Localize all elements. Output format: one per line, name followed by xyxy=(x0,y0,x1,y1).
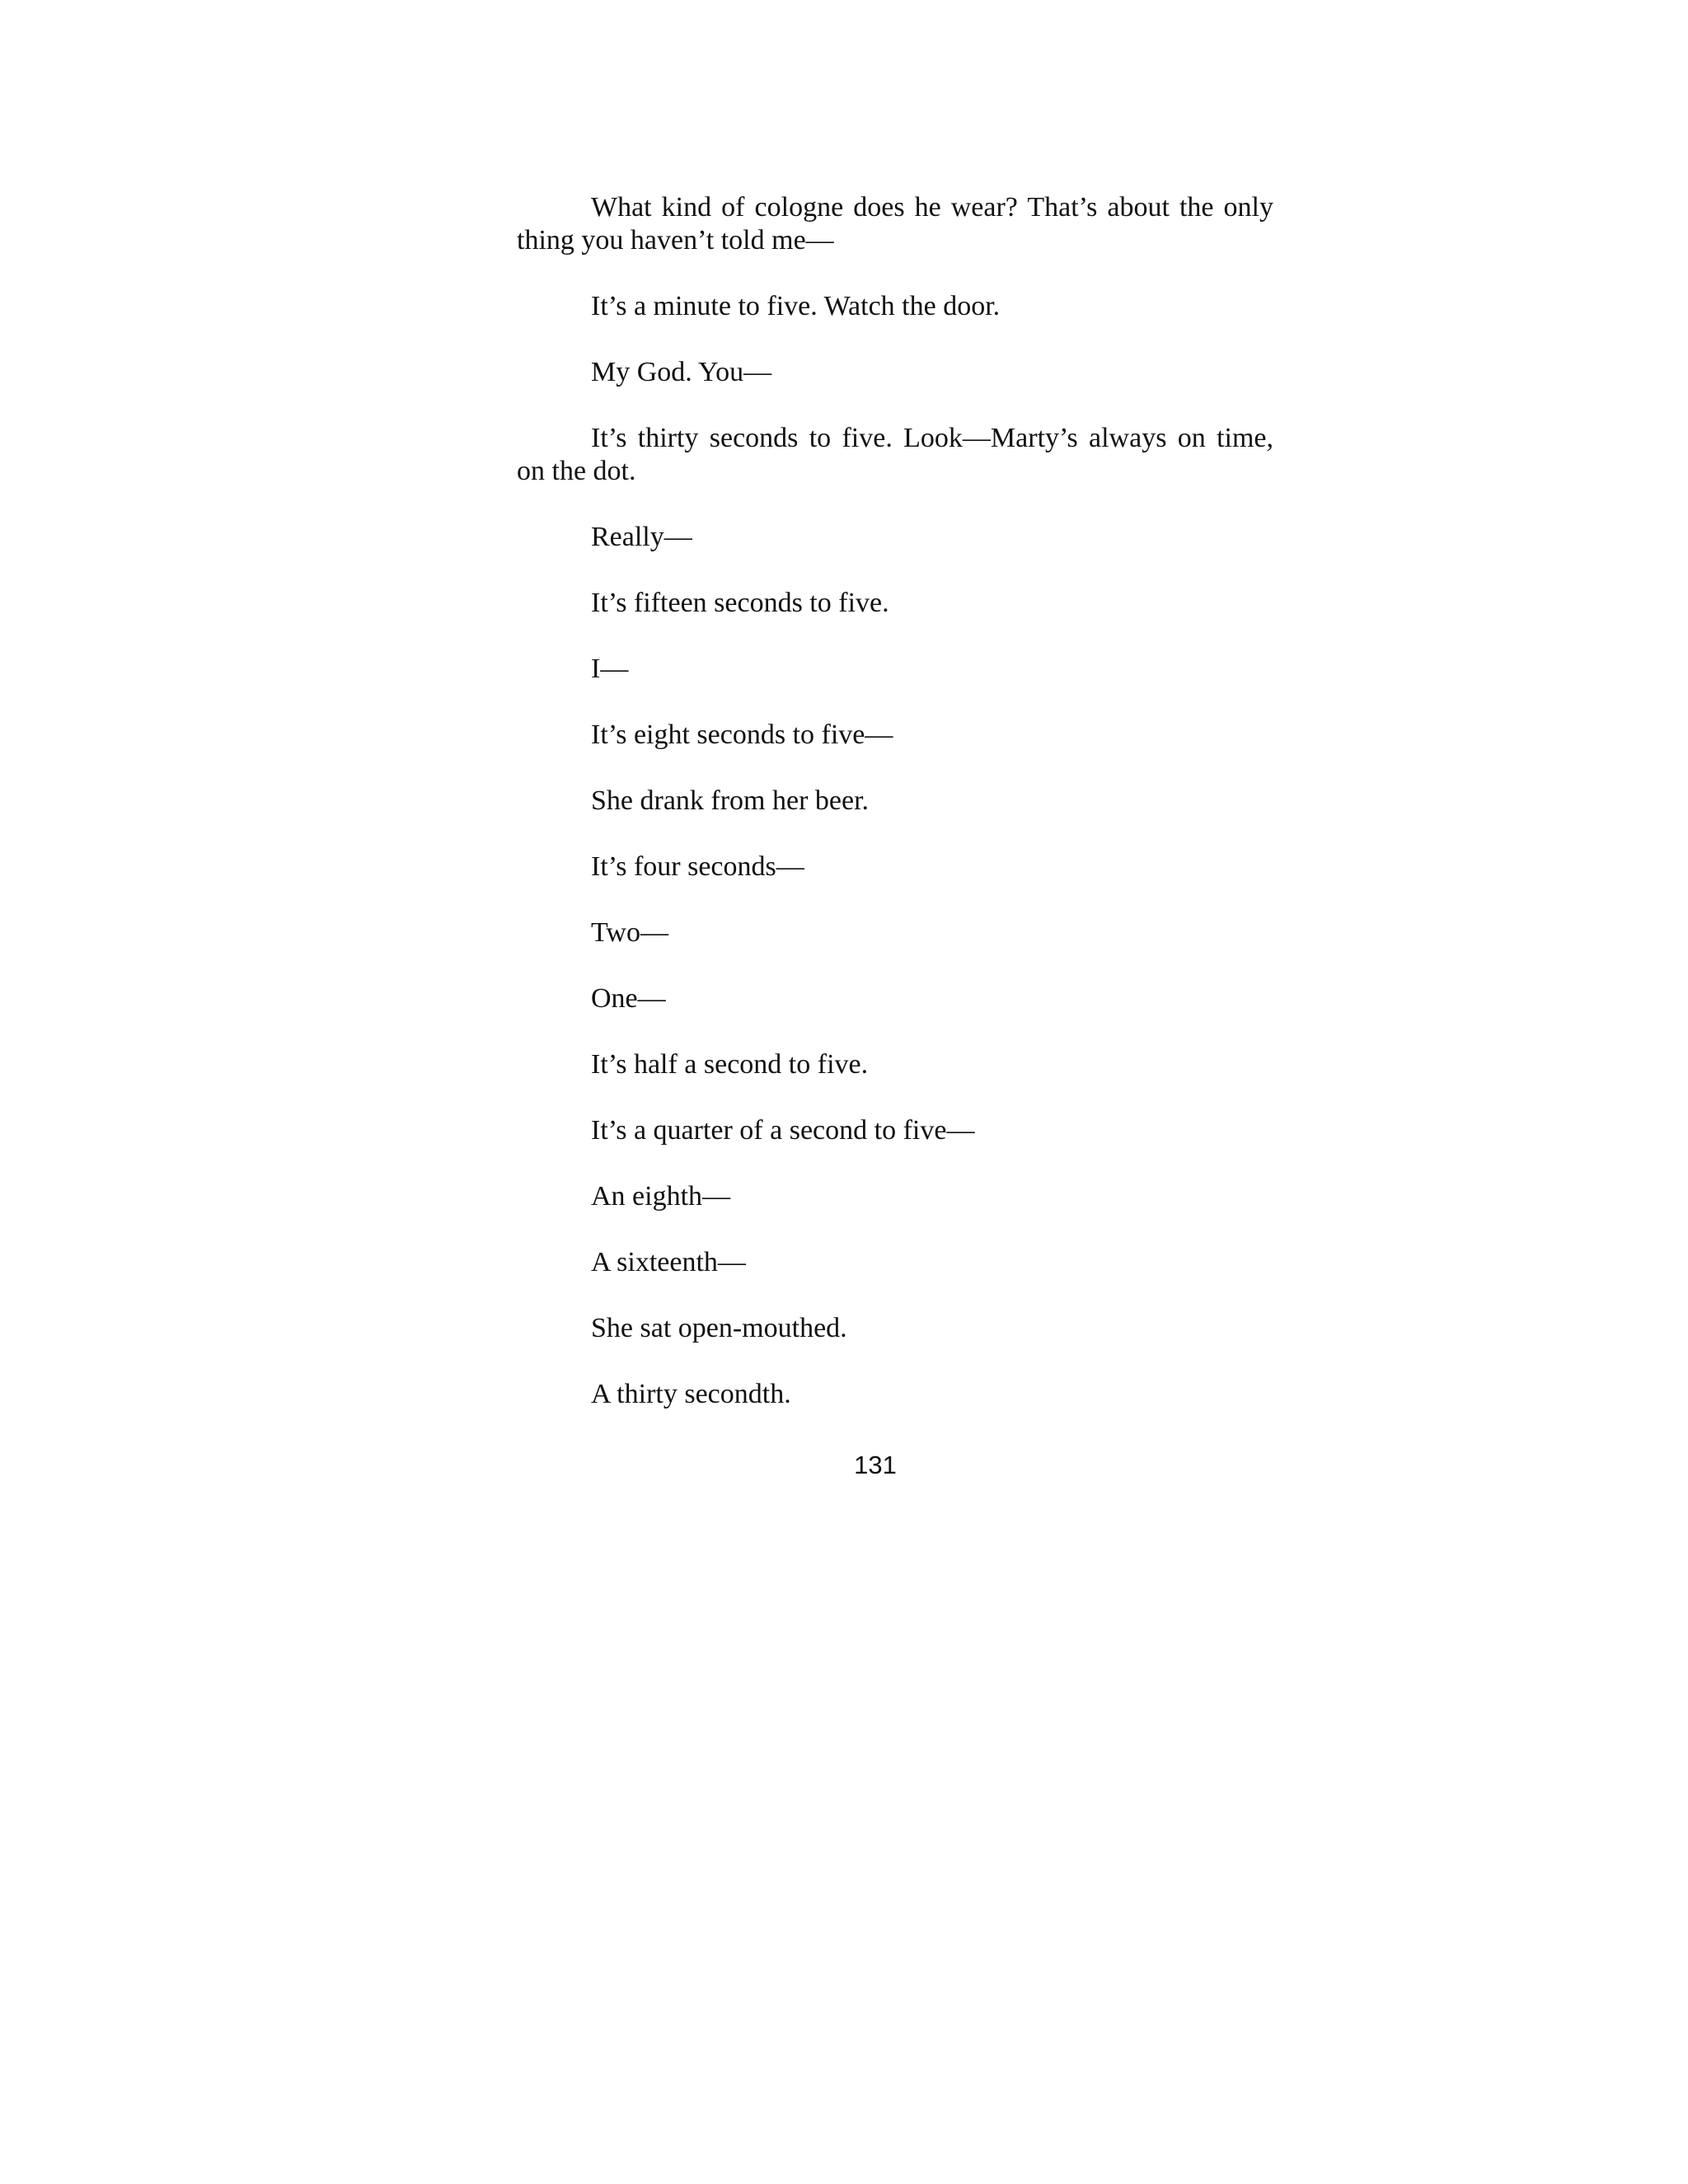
paragraph: It’s a quarter of a second to five— xyxy=(591,1115,975,1146)
paragraph: It’s half a second to five. xyxy=(591,1049,869,1080)
paragraph: I— xyxy=(591,654,629,684)
paragraph: A thirty secondth. xyxy=(591,1379,791,1409)
paragraph: One— xyxy=(591,983,666,1014)
body-text xyxy=(517,191,1273,1444)
paragraph: It’s four seconds— xyxy=(591,851,804,882)
paragraph: It’s thirty seconds to five. Look—Marty’s always on time, on the dot. xyxy=(517,423,1273,486)
page-number: 131 xyxy=(854,1451,897,1479)
paragraph: It’s fifteen seconds to five. xyxy=(591,588,889,618)
paragraph: My God. You— xyxy=(591,357,772,387)
paragraph: It’s eight seconds to five— xyxy=(591,719,893,750)
paragraph: She sat open-mouthed. xyxy=(591,1313,847,1343)
paragraph: Really— xyxy=(591,522,692,552)
paragraph: It’s a minute to five. Watch the door. xyxy=(591,291,1001,321)
paragraph: What kind of cologne does he wear? That’s about the only thing you haven’t told me— xyxy=(517,192,1273,255)
paragraph: A sixteenth— xyxy=(591,1247,746,1277)
paragraph: Two— xyxy=(591,917,668,948)
paragraph: She drank from her beer. xyxy=(591,785,870,816)
paragraph: An eighth— xyxy=(591,1181,731,1212)
